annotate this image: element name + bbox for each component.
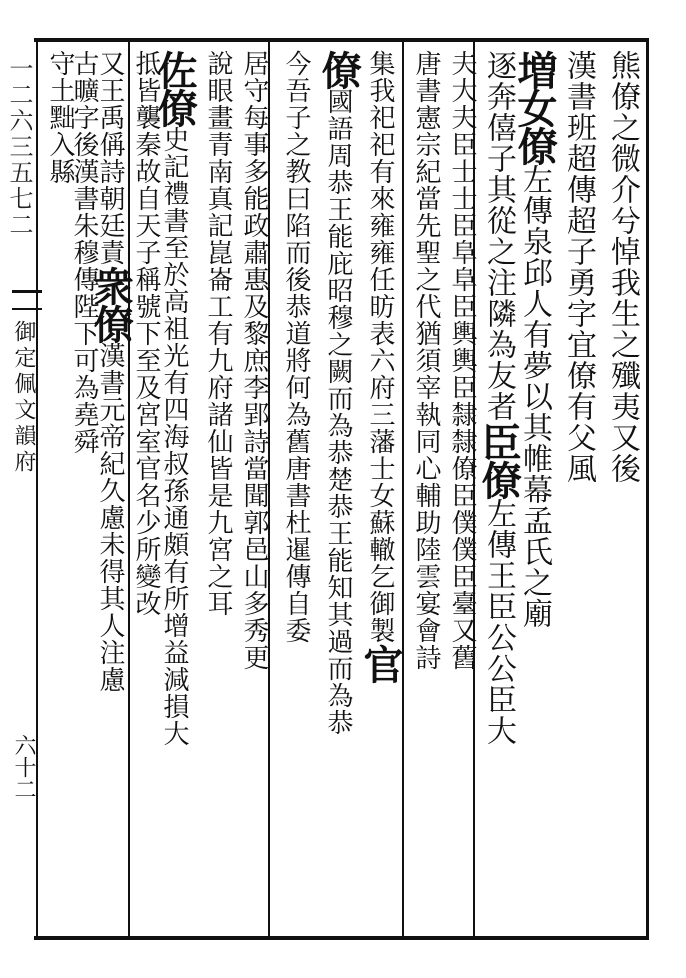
column-text: 居守每事多能政肅惠及黎庶李郢詩當聞郭邑山多秀更 bbox=[239, 50, 269, 671]
text-column-2 bbox=[556, 50, 600, 930]
entry-heading: 僚 bbox=[315, 50, 362, 88]
text-column-9 bbox=[274, 50, 318, 930]
column-text: 集我祀祀有來雍雍任昉表六府三藩士女蘇轍乞御製 bbox=[365, 50, 395, 644]
text-column-1 bbox=[600, 50, 644, 930]
page-number: 六十二 bbox=[11, 734, 36, 800]
column-text: 漢書元帝紀久慮未得其人注慮 bbox=[95, 342, 125, 693]
column-text: 抵皆襲秦故自天子稱號下至及宮室官名少所變改 bbox=[131, 50, 161, 617]
column-text: 熊僚之微介兮悼我生之殲夷又後 bbox=[605, 50, 640, 484]
entry-heading: 衆僚 bbox=[87, 266, 134, 342]
top-border-rule bbox=[34, 38, 648, 42]
column-text: 左傳王臣公公臣大 bbox=[481, 498, 516, 746]
text-column-8 bbox=[316, 50, 360, 930]
column-text: 夫大夫臣士士臣阜阜臣輿輿臣隸隸僚臣僕僕臣臺又舊 bbox=[447, 50, 477, 671]
margin-book-title: 御定佩文韻府 bbox=[11, 320, 36, 476]
text-column-6 bbox=[404, 50, 448, 930]
column-text: 左傳泉邱人有夢以其帷幕孟氏之廟 bbox=[517, 164, 552, 629]
text-column-11 bbox=[196, 50, 240, 930]
column-text: 漢書班超傳超子勇字宜僚有父風 bbox=[561, 50, 596, 484]
entry-heading: 臣僚 bbox=[475, 422, 522, 498]
column-text: 又王禹偁詩朝廷責 bbox=[95, 50, 125, 266]
entry-heading: 増女僚 bbox=[511, 50, 558, 164]
column-text: 說眼畫青南真記崑崙工有九府諸仙皆是九宮之耳 bbox=[203, 50, 233, 617]
margin-fragment: 一二六三五七二 bbox=[5, 56, 33, 238]
right-border-rule bbox=[646, 38, 649, 940]
text-column-16 bbox=[38, 50, 82, 930]
bottom-border-rule bbox=[34, 936, 648, 940]
entry-heading: 官 bbox=[357, 644, 404, 682]
column-text: 國語周恭王能庇昭穆之闕而為恭楚恭王能知其過而為恭 bbox=[323, 88, 353, 736]
column-text: 逐奔僖子其從之注隣為友者 bbox=[481, 50, 516, 422]
column-text: 唐書憲宗紀當先聖之代猶須宰執同心輔助陸雲宴會詩 bbox=[411, 50, 441, 671]
column-text: 史記禮書至於高祖光有四海叔孫通頗有所增益減損大 bbox=[159, 126, 189, 747]
column-text: 今吾子之教曰陷而後恭道將何為舊唐書杜暹傳自委 bbox=[281, 50, 311, 644]
text-column-7 bbox=[358, 50, 402, 930]
column-text: 古曠字後漢書朱穆傳陛下可為堯舜 bbox=[69, 50, 99, 455]
entry-heading: 佐僚 bbox=[151, 50, 198, 126]
column-text: 守土黜入縣 bbox=[45, 50, 75, 185]
